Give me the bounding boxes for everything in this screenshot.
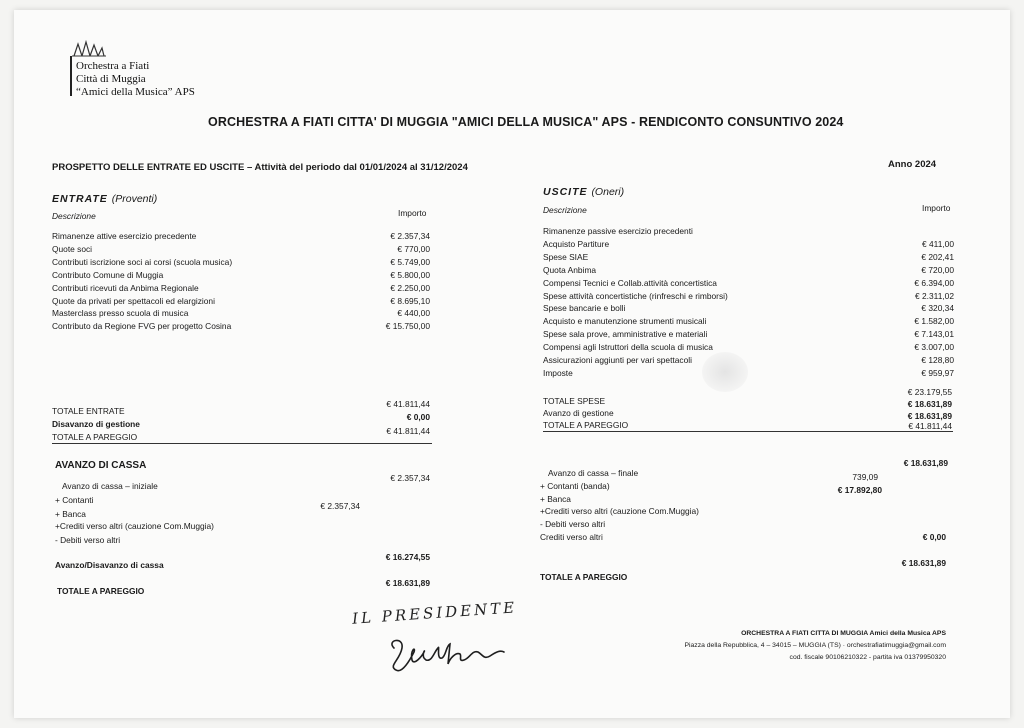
cassa-right-banca-value: € 17.892,80 bbox=[837, 485, 882, 495]
cassa-right-crediti-label: +Crediti verso altri (cauzione Com.Muggia) bbox=[540, 506, 699, 516]
uscite-col-desc: Descrizione bbox=[543, 205, 587, 215]
entrate-pareggio-label: TOTALE A PAREGGIO bbox=[52, 432, 138, 442]
cassa-avanzo-label: Avanzo/Disavanzo di cassa bbox=[55, 560, 164, 570]
uscite-item-label: Imposte bbox=[543, 367, 573, 378]
cassa-debiti-label: - Debiti verso altri bbox=[55, 535, 121, 545]
entrate-item-amount: € 15.750,00 bbox=[385, 321, 430, 332]
footer-address: Piazza della Repubblica, 4 – 34015 – MUGGIA (TS) · orchestrafiatimuggia@gmail.com bbox=[684, 642, 946, 649]
signature-role: IL PRESIDENTE bbox=[351, 598, 518, 628]
entrate-heading-title: ENTRATE bbox=[52, 193, 108, 205]
entrate-item-amount: € 5.800,00 bbox=[390, 269, 430, 280]
cassa-right-contanti-label: + Contanti (banda) bbox=[540, 481, 610, 491]
uscite-item-amount: € 128,80 bbox=[921, 355, 954, 365]
entrate-item-label: Contributi ricevuti da Anbima Regionale bbox=[52, 282, 199, 293]
uscite-pareggio-value: € 41.811,44 bbox=[908, 421, 952, 431]
uscite-col-amount: Importo bbox=[922, 203, 951, 213]
cassa-finale-label: Avanzo di cassa – finale bbox=[548, 468, 639, 478]
entrate-item-label: Rimanenze attive esercizio precedente bbox=[52, 231, 197, 241]
uscite-item-amount: € 720,00 bbox=[921, 264, 954, 275]
cassa-pareggio-value: € 18.631,89 bbox=[385, 578, 430, 588]
cassa-avanzo-value: € 16.274,55 bbox=[385, 552, 430, 562]
entrate-item-label: Contributo Comune di Muggia bbox=[52, 269, 164, 280]
entrate-item-label: Contributi iscrizione soci ai corsi (scuola musica) bbox=[52, 256, 233, 267]
footer-fiscal: cod. fiscale 90106210322 - partita iva 01379950320 bbox=[789, 654, 946, 661]
year-label: Anno 2024 bbox=[888, 159, 937, 170]
uscite-item-label: Spese bancarie e bolli bbox=[543, 303, 626, 314]
entrate-rule bbox=[52, 443, 432, 444]
cassa-crediti-label: +Crediti verso altri (cauzione Com.Muggia) bbox=[55, 521, 214, 531]
cassa-contanti-label: + Contanti bbox=[55, 495, 94, 505]
entrate-item-amount: € 2.357,34 bbox=[390, 231, 430, 241]
uscite-item-amount: € 959,97 bbox=[921, 367, 954, 378]
uscite-item-label: Spese SIAE bbox=[543, 251, 589, 262]
entrate-heading-note: (Proventi) bbox=[111, 193, 158, 205]
uscite-item-amount: € 320,34 bbox=[921, 303, 954, 314]
cassa-right-crediti2-label: Crediti verso altri bbox=[540, 532, 603, 542]
uscite-item-amount: € 3.007,00 bbox=[914, 342, 954, 353]
cassa-right-crediti2-value: € 0,00 bbox=[922, 532, 946, 542]
entrate-totale-label: TOTALE ENTRATE bbox=[52, 406, 125, 416]
entrate-item-amount: € 8.695,10 bbox=[390, 295, 430, 306]
uscite-heading-note: (Oneri) bbox=[591, 186, 625, 198]
entrate-heading bbox=[52, 193, 157, 205]
entrate-item-amount: € 770,00 bbox=[397, 243, 430, 254]
entrate-disavanzo-label: Disavanzo di gestione bbox=[52, 419, 140, 429]
uscite-item-amount: € 6.394,00 bbox=[914, 277, 954, 288]
logo-line-1: Orchestra a Fiati bbox=[76, 60, 150, 72]
uscite-item-amount: € 411,00 bbox=[922, 238, 954, 249]
uscite-item-amount: € 202,41 bbox=[921, 251, 954, 262]
entrate-item-label: Contributo da Regione FVG per progetto Cosina bbox=[52, 321, 232, 332]
orchestra-logo-icon bbox=[72, 40, 106, 58]
cassa-finale-value: € 18.631,89 bbox=[903, 458, 948, 468]
entrate-pareggio-value: € 41.811,44 bbox=[386, 426, 430, 436]
scan-smudge bbox=[702, 352, 748, 392]
uscite-heading bbox=[543, 186, 624, 198]
uscite-item-label: Spese sala prove, amministrative e materiali bbox=[543, 329, 708, 340]
entrate-item-amount: € 2.250,00 bbox=[390, 282, 430, 293]
entrate-item-label: Quote da privati per spettacoli ed elargizioni bbox=[52, 295, 215, 306]
uscite-heading-title: USCITE bbox=[543, 186, 588, 198]
logo-line-3: “Amici della Musica” APS bbox=[76, 86, 195, 98]
uscite-item-label: Spese attività concertistiche (rinfreschi e rimborsi) bbox=[543, 290, 728, 301]
document-subtitle: PROSPETTO DELLE ENTRATE ED USCITE – Attività del periodo dal 01/01/2024 al 31/12/2024 bbox=[52, 162, 468, 173]
entrate-item-label: Quote soci bbox=[52, 243, 93, 254]
uscite-item-amount: € 7.143,01 bbox=[914, 329, 954, 340]
uscite-item-label: Compensi agli Istruttori della scuola di musica bbox=[543, 342, 713, 353]
entrate-disavanzo-value: € 0,00 bbox=[406, 412, 430, 422]
cassa-heading: AVANZO DI CASSA bbox=[55, 460, 147, 471]
uscite-item-label: Compensi Tecnici e Collab.attività concertistica bbox=[543, 277, 717, 288]
logo-bar bbox=[70, 56, 72, 96]
uscite-item-label: Quota Anbima bbox=[543, 264, 597, 275]
document-title: ORCHESTRA A FIATI CITTA' DI MUGGIA "AMICI DELLA MUSICA" APS - RENDICONTO CONSUNTIVO 2024 bbox=[208, 115, 844, 129]
cassa-banca-value: € 2.357,34 bbox=[320, 501, 360, 511]
uscite-item-label: Assicurazioni aggiunti per vari spettacoli bbox=[543, 355, 692, 365]
cassa-right-pareggio-label: TOTALE A PAREGGIO bbox=[540, 572, 628, 582]
entrate-col-desc: Descrizione bbox=[52, 211, 96, 221]
cassa-iniziale-label: Avanzo di cassa – iniziale bbox=[62, 481, 158, 491]
uscite-rule bbox=[543, 431, 953, 432]
entrate-item-label: Masterclass presso scuola di musica bbox=[52, 308, 189, 319]
cassa-right-banca-label: + Banca bbox=[540, 494, 571, 504]
cassa-right-contanti-value: 739,09 bbox=[852, 472, 878, 482]
cassa-banca-label: + Banca bbox=[55, 509, 86, 519]
uscite-avanzo-label: Avanzo di gestione bbox=[543, 408, 614, 418]
entrate-totale-value: € 41.811,44 bbox=[386, 399, 430, 409]
entrate-col-amount: Importo bbox=[398, 208, 427, 218]
entrate-item-amount: € 440,00 bbox=[397, 308, 430, 319]
cassa-right-debiti-label: - Debiti verso altri bbox=[540, 519, 606, 529]
entrate-item-amount: € 5.749,00 bbox=[390, 256, 430, 267]
uscite-item-label: Rimanenze passive esercizio precedenti bbox=[543, 226, 693, 236]
uscite-item-amount: € 1.582,00 bbox=[914, 316, 954, 327]
signature-name: Jesaleto bbox=[380, 630, 384, 631]
footer-org: ORCHESTRA A FIATI CITTA DI MUGGIA Amici della Musica APS bbox=[741, 630, 946, 637]
uscite-avanzo-value: € 18.631,89 bbox=[907, 411, 952, 421]
uscite-pareggio-label: TOTALE A PAREGGIO bbox=[543, 420, 629, 430]
cassa-iniziale-value: € 2.357,34 bbox=[390, 473, 430, 483]
uscite-totale-value: € 18.631,89 bbox=[907, 399, 952, 409]
uscite-totale-label: TOTALE SPESE bbox=[543, 396, 606, 406]
uscite-item-label: Acquisto e manutenzione strumenti musicali bbox=[543, 316, 707, 327]
uscite-item-label: Acquisto Partiture bbox=[543, 238, 610, 249]
logo-text bbox=[76, 60, 195, 99]
uscite-item-amount: € 2.311,02 bbox=[915, 290, 954, 301]
cassa-pareggio-label: TOTALE A PAREGGIO bbox=[57, 586, 145, 596]
signature-image bbox=[380, 630, 510, 680]
logo-line-2: Città di Muggia bbox=[76, 73, 146, 85]
cassa-right-pareggio-value: € 18.631,89 bbox=[901, 558, 946, 568]
uscite-subtotal-value: € 23.179,55 bbox=[907, 387, 952, 397]
